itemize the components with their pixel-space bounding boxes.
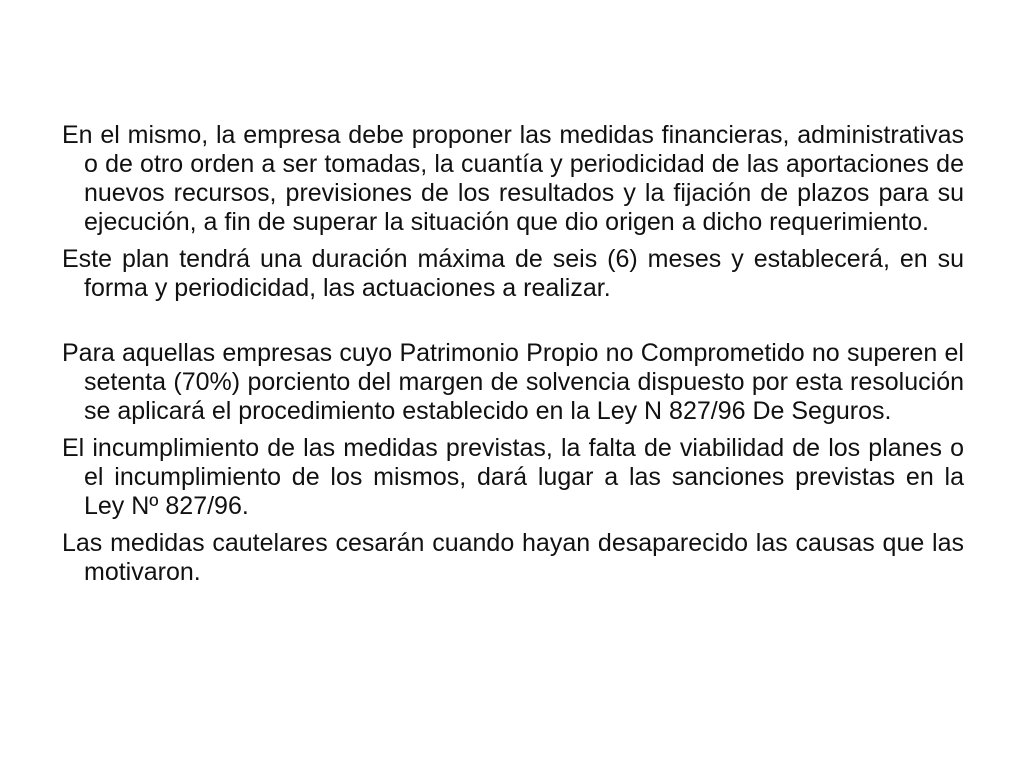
paragraph-spacer <box>62 237 964 245</box>
paragraph-spacer <box>62 426 964 434</box>
paragraph-solvency-procedure: Para aquellas empresas cuyo Patrimonio Propio no Comprometido no superen el setenta (70%) porciento del margen de solvencia dispuesto por esta resolución se aplicará el procedimiento establecido en la Ley N 827/96 De Seguros. <box>62 339 964 425</box>
slide-body-text <box>62 121 964 587</box>
paragraph-plan-measures: En el mismo, la empresa debe proponer las medidas financieras, administrativas o de otro orden a ser tomadas, la cuantía y periodicidad de las aportaciones de nuevos recursos, previsiones de los resultados y la fijación de plazos para su ejecución, a fin de superar la situación que dio origen a dicho requerimiento. <box>62 121 964 236</box>
paragraph-plan-duration: Este plan tendrá una duración máxima de seis (6) meses y establecerá, en su forma y periodicidad, las actuaciones a realizar. <box>62 245 964 302</box>
paragraph-spacer <box>62 521 964 529</box>
section-spacer <box>62 303 964 339</box>
paragraph-sanctions: El incumplimiento de las medidas previstas, la falta de viabilidad de los planes o el incumplimiento de los mismos, dará lugar a las sanciones previstas en la Ley Nº 827/96. <box>62 434 964 520</box>
paragraph-cautionary-measures: Las medidas cautelares cesarán cuando hayan desaparecido las causas que las motivaron. <box>62 529 964 586</box>
